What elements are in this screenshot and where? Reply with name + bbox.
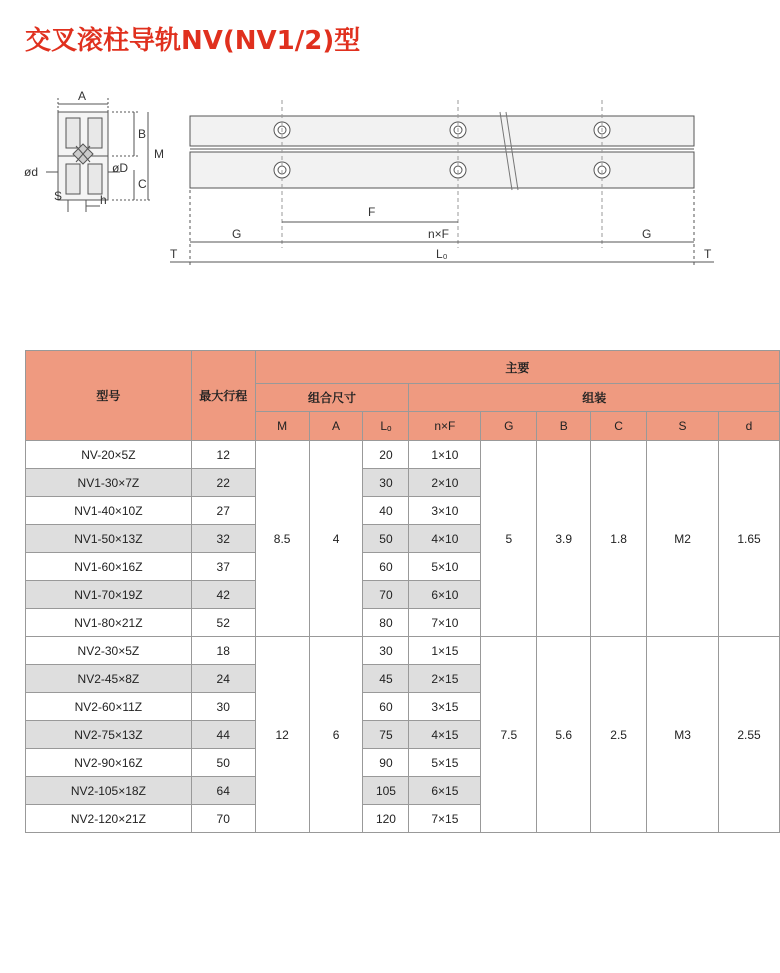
spec-table xyxy=(25,350,780,833)
cell-B: 3.9 xyxy=(537,441,591,637)
cell-nf: 3×15 xyxy=(409,693,481,721)
header-M: M xyxy=(255,412,309,441)
cell-stroke: 32 xyxy=(191,525,255,553)
cell-nf: 1×10 xyxy=(409,441,481,469)
cell-lo: 70 xyxy=(363,581,409,609)
cell-lo: 105 xyxy=(363,777,409,805)
cell-nf: 2×15 xyxy=(409,665,481,693)
header-Lo: Lₒ xyxy=(363,412,409,441)
cell-stroke: 24 xyxy=(191,665,255,693)
label-G-left: G xyxy=(232,227,242,241)
cell-nf: 7×15 xyxy=(409,805,481,833)
cell-C: 1.8 xyxy=(591,441,647,637)
cell-nf: 6×10 xyxy=(409,581,481,609)
header-combo: 组合尺寸 xyxy=(255,384,409,412)
cell-nf: 4×15 xyxy=(409,721,481,749)
label-T-left: T xyxy=(170,247,178,261)
cell-A: 4 xyxy=(309,441,363,637)
cell-lo: 30 xyxy=(363,469,409,497)
label-h: h xyxy=(100,193,107,207)
cell-model: NV1-70×19Z xyxy=(26,581,192,609)
cell-G: 7.5 xyxy=(481,637,537,833)
label-D: øD xyxy=(112,161,128,175)
header-main: 主要 xyxy=(255,351,779,384)
cell-lo: 40 xyxy=(363,497,409,525)
cell-lo: 80 xyxy=(363,609,409,637)
header-nF: n×F xyxy=(409,412,481,441)
cell-lo: 60 xyxy=(363,693,409,721)
cell-stroke: 50 xyxy=(191,749,255,777)
cell-A: 6 xyxy=(309,637,363,833)
cell-stroke: 42 xyxy=(191,581,255,609)
table-row xyxy=(26,441,780,469)
cell-lo: 45 xyxy=(363,665,409,693)
cell-lo: 120 xyxy=(363,805,409,833)
cell-model: NV2-120×21Z xyxy=(26,805,192,833)
page-title: 交叉滚柱导轨NV(NV1/2)型 xyxy=(25,26,361,56)
label-d: ød xyxy=(24,165,39,179)
label-G-right: G xyxy=(642,227,652,241)
cell-lo: 30 xyxy=(363,637,409,665)
cell-stroke: 70 xyxy=(191,805,255,833)
cell-nf: 3×10 xyxy=(409,497,481,525)
cell-d: 2.55 xyxy=(718,637,779,833)
label-B: B xyxy=(138,127,147,141)
technical-drawing xyxy=(0,80,780,280)
cell-model: NV2-60×11Z xyxy=(26,693,192,721)
cell-stroke: 52 xyxy=(191,609,255,637)
cell-nf: 1×15 xyxy=(409,637,481,665)
cell-model: NV2-75×13Z xyxy=(26,721,192,749)
cell-d: 1.65 xyxy=(718,441,779,637)
cell-nf: 2×10 xyxy=(409,469,481,497)
label-nF: n×F xyxy=(428,227,450,241)
cell-G: 5 xyxy=(481,441,537,637)
cell-stroke: 64 xyxy=(191,777,255,805)
header-A: A xyxy=(309,412,363,441)
cell-stroke: 27 xyxy=(191,497,255,525)
cell-model: NV2-45×8Z xyxy=(26,665,192,693)
cell-nf: 4×10 xyxy=(409,525,481,553)
cell-lo: 50 xyxy=(363,525,409,553)
cell-stroke: 37 xyxy=(191,553,255,581)
header-model: 型号 xyxy=(26,351,192,441)
label-T-right: T xyxy=(704,247,712,261)
label-C: C xyxy=(138,177,147,191)
table-row xyxy=(26,637,780,665)
cell-stroke: 22 xyxy=(191,469,255,497)
cell-model: NV1-80×21Z xyxy=(26,609,192,637)
cell-stroke: 44 xyxy=(191,721,255,749)
cell-stroke: 12 xyxy=(191,441,255,469)
cell-model: NV2-30×5Z xyxy=(26,637,192,665)
cell-nf: 7×10 xyxy=(409,609,481,637)
header-S: S xyxy=(647,412,719,441)
label-S: S xyxy=(54,189,63,203)
cell-nf: 5×10 xyxy=(409,553,481,581)
cell-stroke: 30 xyxy=(191,693,255,721)
cell-M: 8.5 xyxy=(255,441,309,637)
cell-lo: 60 xyxy=(363,553,409,581)
header-max-stroke: 最大行程 xyxy=(191,351,255,441)
cell-model: NV1-40×10Z xyxy=(26,497,192,525)
label-M: M xyxy=(154,147,164,161)
label-F: F xyxy=(368,205,376,219)
cell-model: NV1-30×7Z xyxy=(26,469,192,497)
cell-S: M2 xyxy=(647,441,719,637)
cell-lo: 90 xyxy=(363,749,409,777)
cell-nf: 6×15 xyxy=(409,777,481,805)
cell-S: M3 xyxy=(647,637,719,833)
cell-stroke: 18 xyxy=(191,637,255,665)
header-assembly: 组装 xyxy=(409,384,780,412)
header-B: B xyxy=(537,412,591,441)
header-C: C xyxy=(591,412,647,441)
cell-M: 12 xyxy=(255,637,309,833)
header-G: G xyxy=(481,412,537,441)
header-d: d xyxy=(718,412,779,441)
rail-side-view xyxy=(170,100,714,266)
cell-model: NV1-60×16Z xyxy=(26,553,192,581)
cell-C: 2.5 xyxy=(591,637,647,833)
cell-model: NV2-90×16Z xyxy=(26,749,192,777)
cell-model: NV1-50×13Z xyxy=(26,525,192,553)
cell-lo: 75 xyxy=(363,721,409,749)
label-L0: L₀ xyxy=(436,247,448,261)
label-A: A xyxy=(78,89,87,103)
cell-model: NV-20×5Z xyxy=(26,441,192,469)
cell-model: NV2-105×18Z xyxy=(26,777,192,805)
cell-nf: 5×15 xyxy=(409,749,481,777)
cell-lo: 20 xyxy=(363,441,409,469)
cell-B: 5.6 xyxy=(537,637,591,833)
